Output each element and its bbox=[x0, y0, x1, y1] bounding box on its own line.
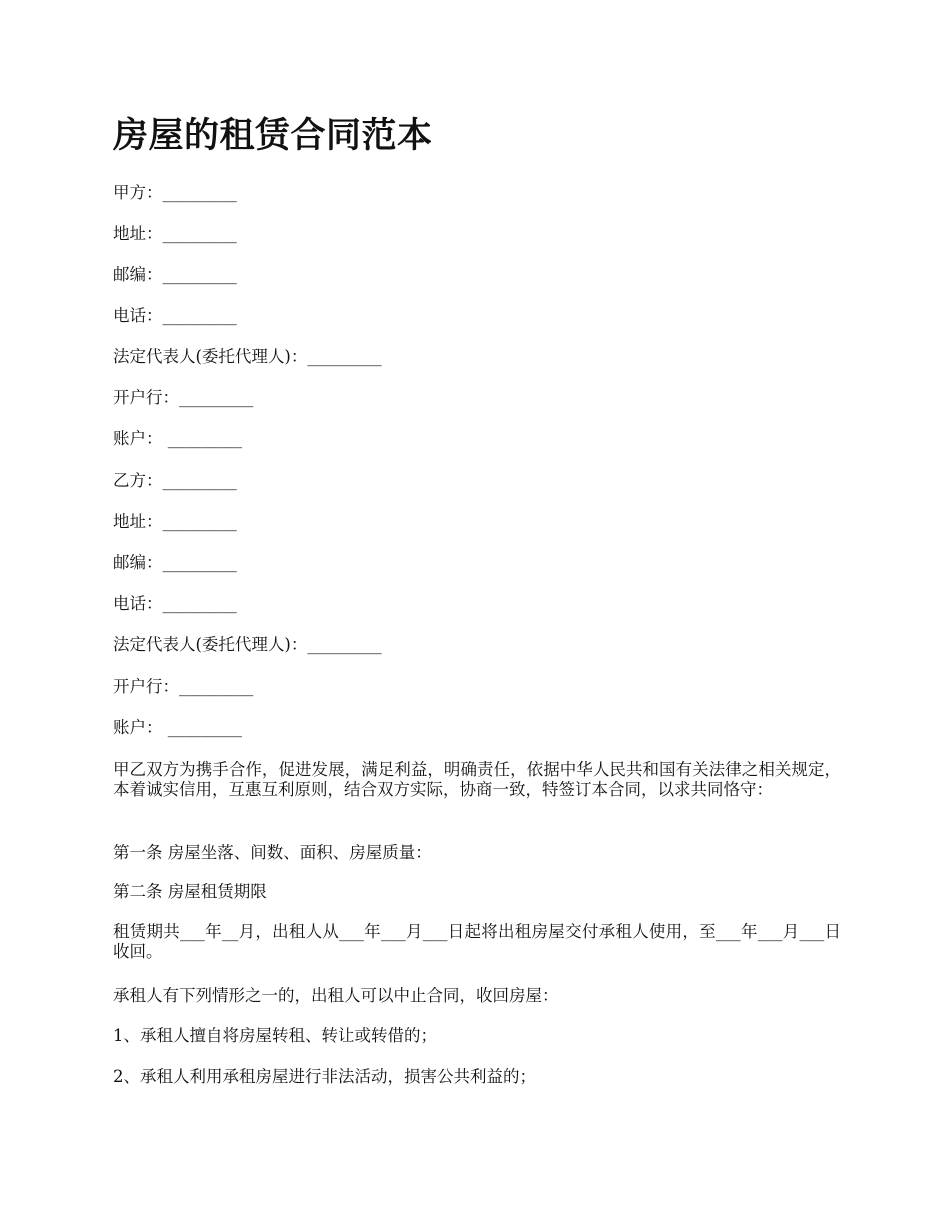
termination-clause-2: 2、承租人利用承租房屋进行非法活动，损害公共利益的； bbox=[113, 1067, 536, 1086]
party-a-bank: 开户行：_________ bbox=[113, 388, 254, 407]
party-b-account: 账户： _________ bbox=[113, 718, 242, 737]
document-title: 房屋的租赁合同范本 bbox=[113, 115, 433, 156]
lease-term-paragraph: 租赁期共___年__月，出租人从___年___月___日起将出租房屋交付承租人使用，至___年___月___日收回。 bbox=[113, 922, 841, 961]
party-b-bank: 开户行：_________ bbox=[113, 677, 254, 696]
article-2-heading: 第二条 房屋租赁期限 bbox=[113, 882, 267, 901]
preamble-paragraph: 甲乙双方为携手合作，促进发展，满足利益，明确责任，依据中华人民共和国有关法律之相关规定，本着诚实信用，互惠互利原则，结合双方实际，协商一致，特签订本合同，以求共同恪守： bbox=[113, 760, 841, 799]
party-b-legal-rep: 法定代表人(委托代理人)：_________ bbox=[113, 635, 382, 654]
party-a-legal-rep: 法定代表人(委托代理人)：_________ bbox=[113, 347, 382, 366]
party-a-postcode: 邮编：_________ bbox=[113, 265, 237, 284]
party-b-name: 乙方：_________ bbox=[113, 471, 237, 490]
termination-intro: 承租人有下列情形之一的，出租人可以中止合同，收回房屋： bbox=[113, 986, 559, 1005]
article-1-heading: 第一条 房屋坐落、间数、面积、房屋质量： bbox=[113, 843, 432, 862]
termination-clause-1: 1、承租人擅自将房屋转租、转让或转借的； bbox=[113, 1026, 437, 1045]
party-a-phone: 电话：_________ bbox=[113, 306, 237, 325]
party-a-account: 账户： _________ bbox=[113, 429, 242, 448]
party-b-phone: 电话：_________ bbox=[113, 594, 237, 613]
party-b-postcode: 邮编：_________ bbox=[113, 553, 237, 572]
party-b-address: 地址：_________ bbox=[113, 512, 237, 531]
party-a-address: 地址：_________ bbox=[113, 224, 237, 243]
party-a-name: 甲方：_________ bbox=[113, 183, 237, 202]
